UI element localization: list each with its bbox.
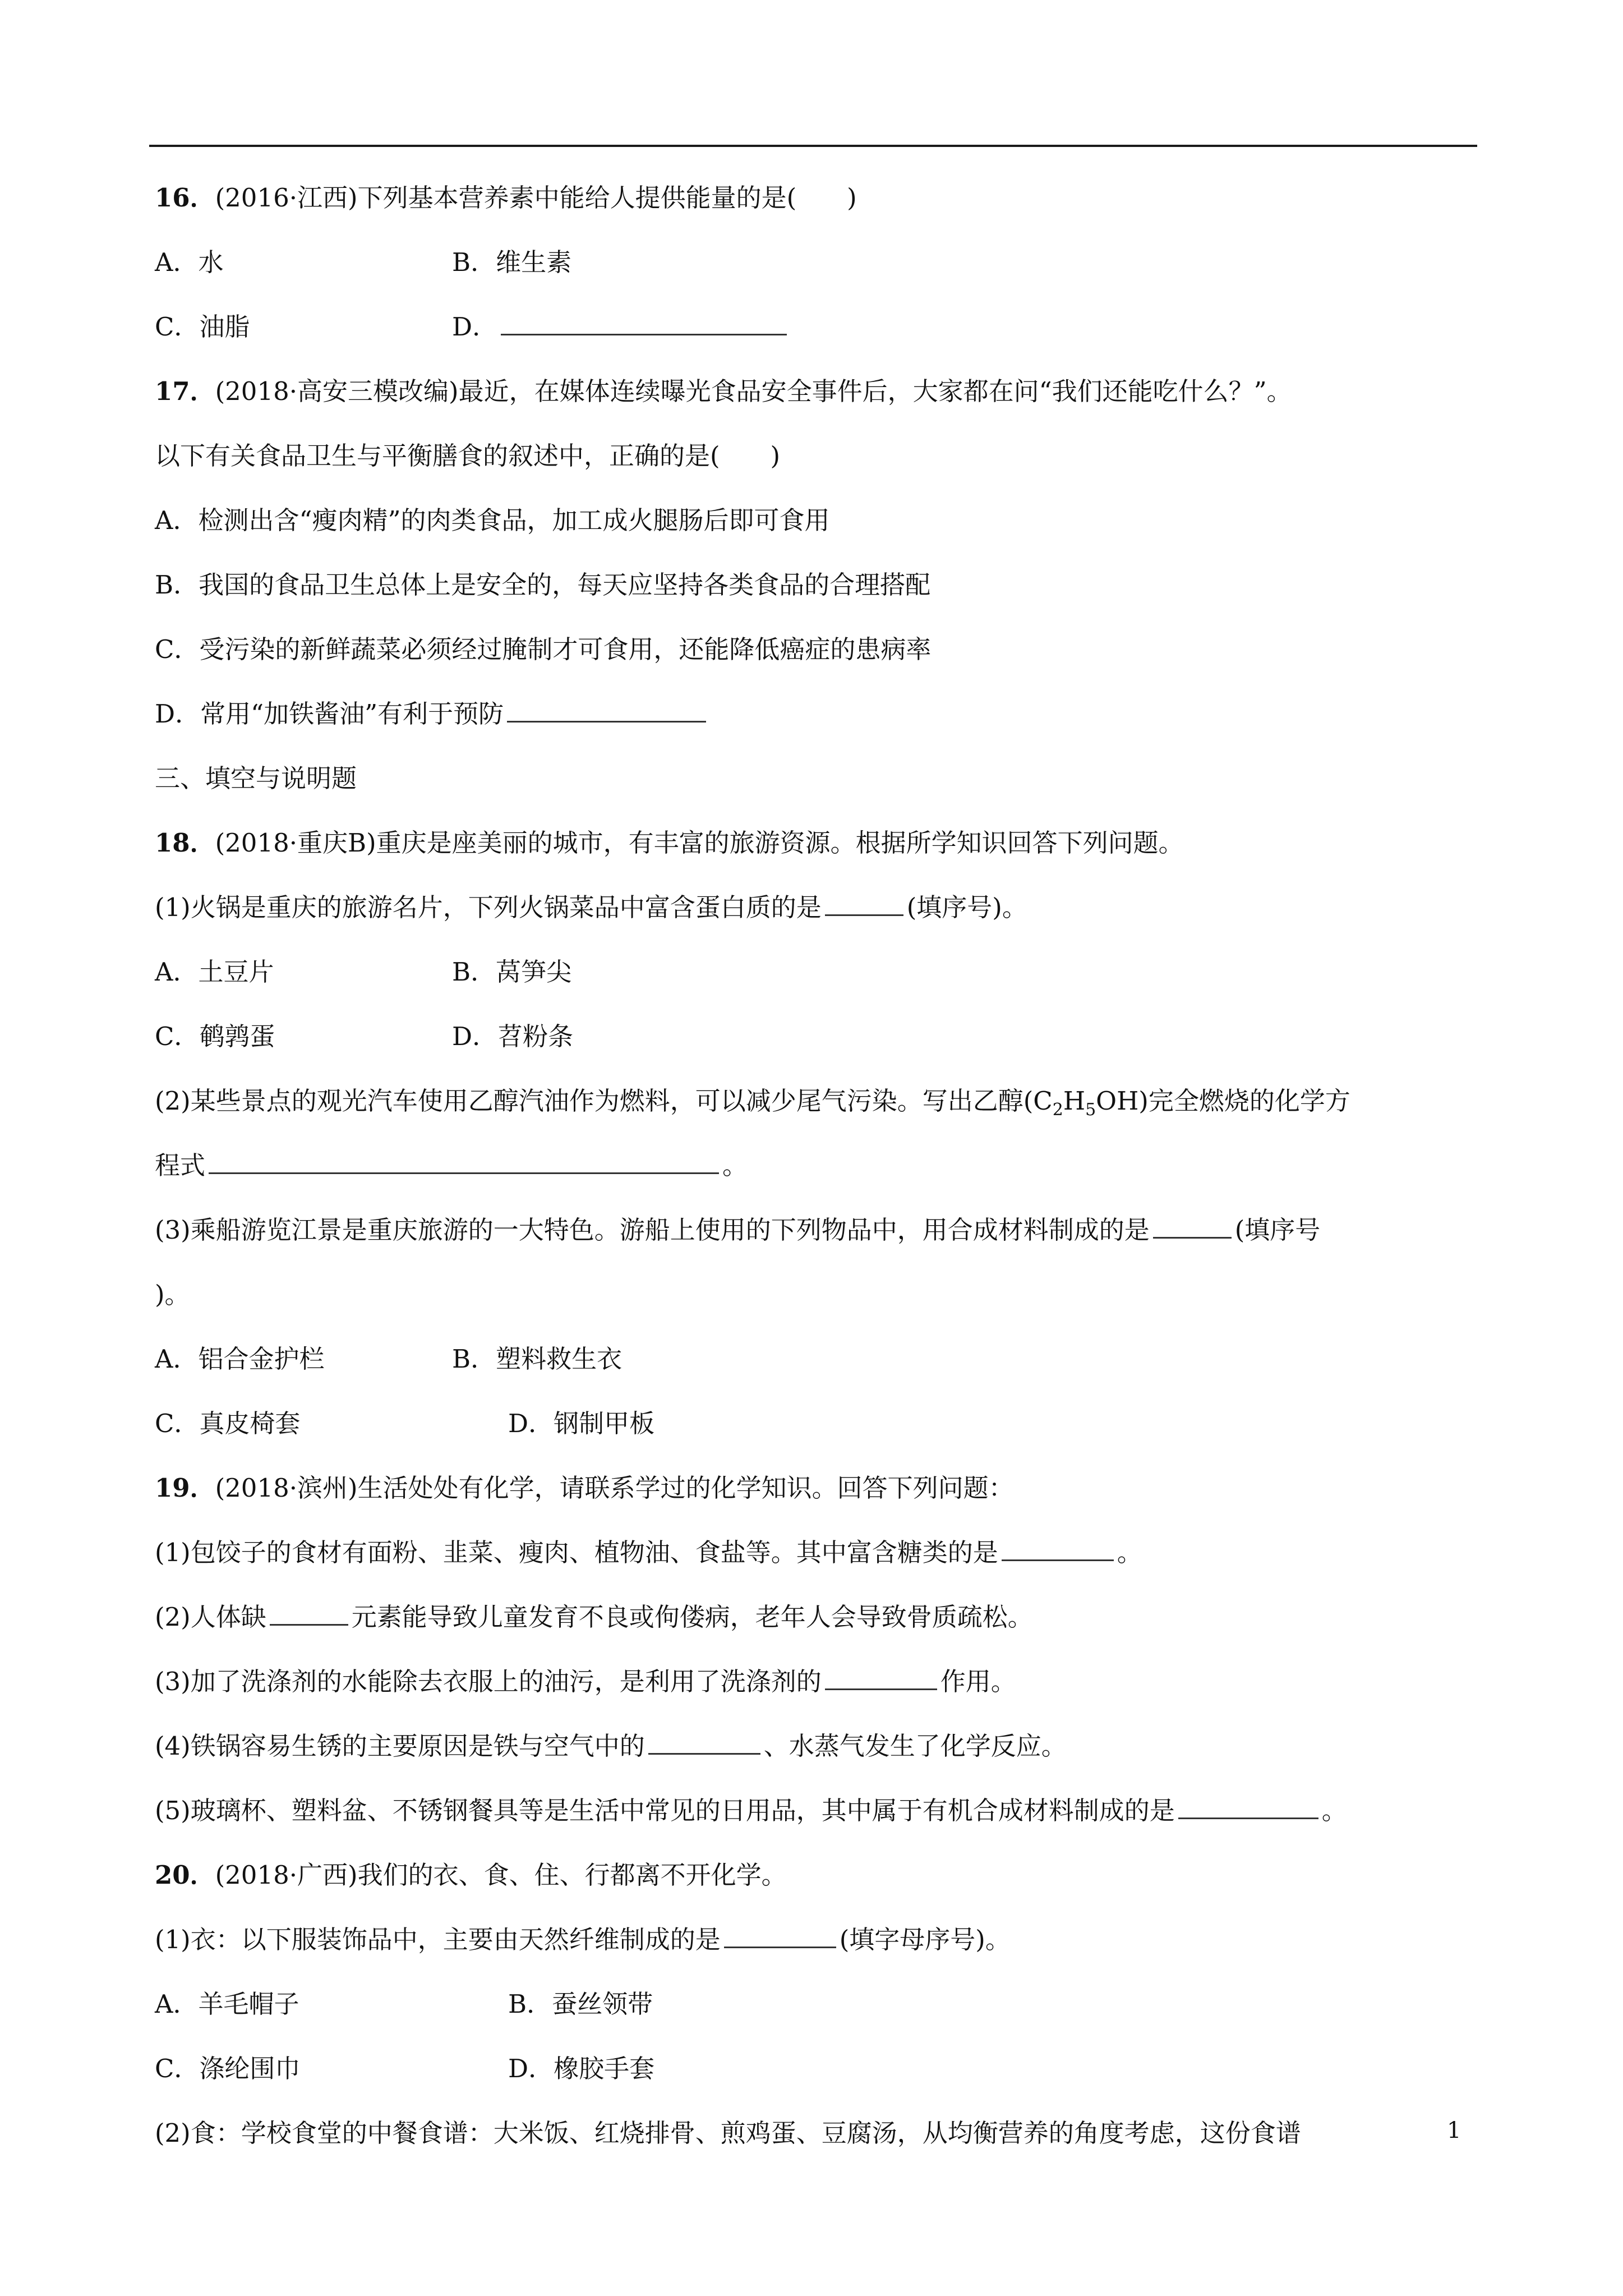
q18-part3-line2: )。 [155,1280,190,1309]
q16-text: (2016·江西)下列基本营养素中能给人提供能量的是( ) [215,183,857,213]
q18-part3-options-row2 [155,1391,1483,1456]
q18-part1: (1)火锅是重庆的旅游名片，下列火锅菜品中富含蛋白质的是 (填序号)。 [155,875,1483,940]
q18-part2-line2: 程式 。 [155,1133,1483,1198]
page-number: 1 [1447,2118,1461,2143]
q20-option-c: C．涤纶围巾 [155,2054,301,2083]
q18-part2-line1: (2)某些景点的观光汽车使用乙醇汽油作为燃料，可以减少尾气污染。写出乙醇$(C_2H_5OH)$完全燃烧的化学方 [155,1086,1350,1120]
q19-part5-blank[interactable] [1178,1791,1318,1819]
q17-stem-line2: 以下有关食品卫生与平衡膳食的叙述中，正确的是( ) [155,441,781,471]
q18-part3-option-b: B．塑料救生衣 [452,1344,623,1374]
q20-part1-options-row1 [155,1972,1483,2036]
q17-option-b: B．我国的食品卫生总体上是安全的，每天应坚持各类食品的合理搭配 [155,570,931,600]
q20-option-b: B．蚕丝领带 [508,1989,653,2019]
q17-answer-blank[interactable] [507,694,706,723]
q18-part3-line1: (3)乘船游览江景是重庆旅游的一大特色。游船上使用的下列物品中，用合成材料制成的是 (填序号 [155,1198,1483,1262]
q19-part4: (4)铁锅容易生锈的主要原因是铁与空气中的 、水蒸气发生了化学反应。 [155,1714,1483,1778]
header-rule [149,145,1477,147]
q20-text: (2018·广西)我们的衣、食、住、行都离不开化学。 [215,1860,787,1890]
q19-number: 19． [155,1473,215,1503]
q19-part1-blank[interactable] [1002,1533,1114,1561]
q18-part2-blank[interactable] [209,1145,719,1174]
q18-option-d: D．苕粉条 [452,1022,574,1051]
q18-option-b: B．莴笋尖 [452,957,572,987]
q19-part2-blank[interactable] [270,1597,348,1626]
q18-stem [155,811,1483,875]
q18-part3-options-row1 [155,1327,1483,1391]
q17-option-a: A．检测出含“瘦肉精”的肉类食品，加工成火腿肠后即可食用 [155,505,830,535]
q20-number: 20． [155,1860,215,1890]
q18-text: (2018·重庆B)重庆是座美丽的城市，有丰富的旅游资源。根据所学知识回答下列问题。 [215,828,1184,858]
q18-part3-option-d: D．钢制甲板 [508,1409,655,1438]
q18-number: 18． [155,828,215,858]
q20-part1-blank[interactable] [724,1920,836,1948]
q19-part2: (2)人体缺 元素能导致儿童发育不良或佝偻病，老年人会导致骨质疏松。 [155,1585,1483,1649]
worksheet-body [155,165,1483,2165]
q18-option-c: C．鹌鹑蛋 [155,1022,275,1051]
q18-part1-options-row2 [155,1004,1483,1069]
section-heading: 三、填空与说明题 [155,763,357,793]
q18-part1-blank[interactable] [825,887,903,916]
q16-option-d: D． [452,295,790,359]
q17-option-c: C．受污染的新鲜蔬菜必须经过腌制才可食用，还能降低癌症的患病率 [155,634,932,664]
q18-part3-option-c: C．真皮椅套 [155,1409,301,1438]
q16-options-row1 [155,230,1483,295]
q19-part3-blank[interactable] [825,1662,937,1690]
q18-option-a: A．土豆片 [155,957,274,987]
q17-option-d: D．常用“加铁酱油”有利于预防 [155,682,1483,746]
q19-text: (2018·滨州)生活处处有化学，请联系学过的化学知识。回答下列问题： [215,1473,1014,1503]
q20-stem [155,1843,1483,1907]
q18-part3-option-a: A．铝合金护栏 [155,1344,325,1374]
q20-part2: (2)食：学校食堂的中餐食谱：大米饭、红烧排骨、煎鸡蛋、豆腐汤，从均衡营养的角度考虑，这份食谱 [155,2118,1301,2148]
q16-stem [155,165,1483,230]
q19-stem [155,1456,1483,1520]
q19-part1: (1)包饺子的食材有面粉、韭菜、瘦肉、植物油、食盐等。其中富含糖类的是 。 [155,1520,1483,1585]
q19-part4-blank[interactable] [648,1726,760,1755]
q16-option-a: A．水 [155,247,224,277]
q16-option-c: C．油脂 [155,312,250,342]
q18-part3-blank[interactable] [1153,1210,1232,1239]
q19-part3: (3)加了洗涤剂的水能除去衣服上的油污，是利用了洗涤剂的 作用。 [155,1649,1483,1714]
q20-option-d: D．橡胶手套 [508,2054,655,2083]
q16-number: 16． [155,183,215,213]
q17-text-1: (2018·高安三模改编)最近，在媒体连续曝光食品安全事件后，大家都在问“我们还能吃什么？”。 [215,376,1292,406]
q17-stem-line1 [155,359,1483,424]
q20-option-a: A．羊毛帽子 [155,1989,299,2019]
q16-option-b: B．维生素 [452,247,572,277]
q17-number: 17． [155,376,215,406]
q20-part1: (1)衣：以下服装饰品中，主要由天然纤维制成的是 (填字母序号)。 [155,1907,1483,1972]
q16-answer-blank[interactable] [501,307,787,335]
q18-part1-options-row1 [155,940,1483,1004]
q19-part5: (5)玻璃杯、塑料盆、不锈钢餐具等是生活中常见的日用品，其中属于有机合成材料制成的是 。 [155,1778,1483,1843]
q16-options-row2 [155,295,1483,359]
q20-part1-options-row2 [155,2036,1483,2101]
